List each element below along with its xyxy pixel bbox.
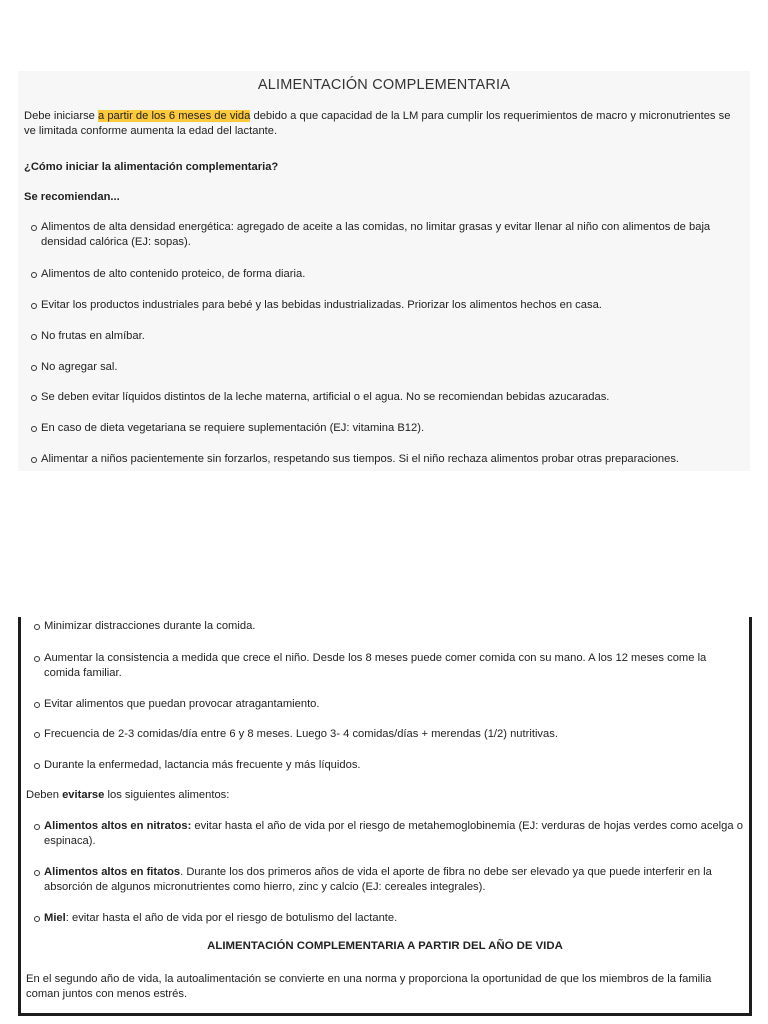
list-item (34, 819, 744, 849)
highlighted-text: a partir de los 6 meses de vida (98, 110, 251, 122)
list-item: En caso de dieta vegetariana se requiere suplementación (EJ: vitamina B12). (31, 421, 743, 436)
document-title: ALIMENTACIÓN COMPLEMENTARIA (257, 77, 511, 93)
intro-text-start: Debe iniciarse (24, 110, 98, 122)
intro-paragraph (24, 109, 744, 139)
recommended-heading: Se recomiendan... (24, 191, 120, 203)
list-item-bold: Miel (44, 912, 66, 924)
list-item-bold: Alimentos altos en nitratos: (44, 820, 192, 832)
intro-text-end: debido a que capacidad de la LM para cumplir los requerimientos de macro y micronutrientes se ve limitada conforme aumenta la edad del lactante. (24, 110, 731, 137)
avoid-intro-start: Deben (26, 789, 63, 801)
list-item: Evitar los productos industriales para bebé y las bebidas industrializadas. Priorizar los alimentos hechos en casa. (31, 298, 743, 313)
avoid-intro (26, 788, 741, 803)
section-heading: ALIMENTACIÓN COMPLEMENTARIA A PARTIR DEL AÑO DE VIDA (207, 940, 563, 952)
list-item: Evitar alimentos que puedan provocar atragantamiento. (34, 697, 744, 712)
list-item: No frutas en almíbar. (31, 329, 743, 344)
list-item: Frecuencia de 2-3 comidas/día entre 6 y 8 meses. Luego 3- 4 comidas/días + merendas (1/2) nutritivas. (34, 727, 744, 742)
list-item: Se deben evitar líquidos distintos de la leche materna, artificial o el agua. No se recomiendan bebidas azucaradas. (31, 390, 743, 405)
list-item: Aumentar la consistencia a medida que crece el niño. Desde los 8 meses puede comer comida con su mano. A los 12 meses come la comida familiar. (34, 651, 744, 681)
list-item-text: . Durante los dos primeros años de vida el aporte de fibra no debe ser elevado ya que puede interferir en la absorción de algunos micronutrientes como hierro, zinc y calcio (EJ: cereales integrales). (44, 866, 712, 893)
avoid-intro-bold: evitarse (62, 789, 105, 801)
list-item: No agregar sal. (31, 360, 743, 375)
document-panel-bottom (18, 617, 752, 1016)
avoid-intro-end: los siguientes alimentos: (104, 789, 230, 801)
list-item (34, 865, 744, 895)
list-item: Durante la enfermedad, lactancia más frecuente y más líquidos. (34, 758, 744, 773)
question-heading: ¿Cómo iniciar la alimentación complementaria? (24, 161, 279, 173)
list-item: Minimizar distracciones durante la comida. (34, 619, 744, 634)
closing-paragraph: En el segundo año de vida, la autoalimentación se convierte en una norma y proporciona la oportunidad de que los miembros de la familia coman juntos con menos estrés. (26, 973, 712, 1000)
list-item-text: evitar hasta el año de vida por el riesgo de metahemoglobinemia (EJ: verduras de hojas verdes como acelga o espinaca). (44, 820, 743, 847)
list-item-bold: Alimentos altos en fitatos (44, 866, 181, 878)
list-item: Alimentos de alto contenido proteico, de forma diaria. (31, 267, 743, 282)
list-item (34, 911, 744, 926)
list-item: Alimentos de alta densidad energética: agregado de aceite a las comidas, no limitar grasas y evitar llenar al niño con alimentos de baja densidad calórica (EJ: sopas). (31, 220, 743, 250)
document-panel-top (18, 71, 750, 471)
list-item: Alimentar a niños pacientemente sin forzarlos, respetando sus tiempos. Si el niño rechaza alimentos probar otras preparaciones. (31, 452, 743, 467)
list-item-text: : evitar hasta el año de vida por el riesgo de botulismo del lactante. (65, 912, 398, 924)
